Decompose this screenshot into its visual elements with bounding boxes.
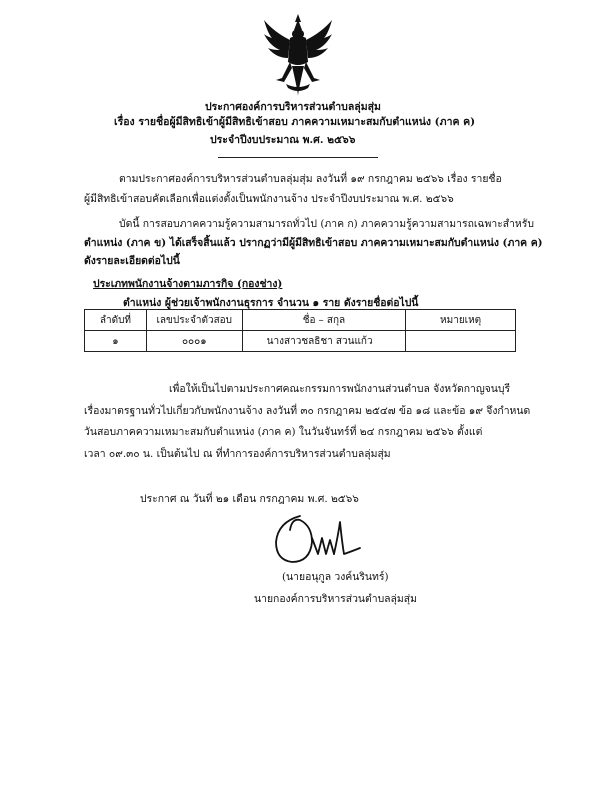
announcement-fiscal-year: ประจำปีงบประมาณ พ.ศ. ๒๕๖๖ [210, 134, 356, 146]
closing-line-1: เพื่อให้เป็นไปตามประกาศคณะกรรมการพนักงานส่วนตำบล จังหวัดกาญจนบุรี [169, 383, 511, 395]
body-line-1: ตามประกาศองค์การบริหารส่วนตำบลลุ่มสุ่ม ลงวันที่ ๑๙ กรกฎาคม ๒๕๖๖ เรื่อง รายชื่อ [119, 173, 502, 185]
closing-line-4: เวลา ๐๙.๓๐ น. เป็นต้นไป ณ ที่ทำการองค์การบริหารส่วนตำบลลุ่มสุ่ม [84, 448, 391, 460]
body-line-5: ดังรายละเอียดต่อไปนี้ [84, 255, 180, 267]
cell-name: นางสาวชลธิชา สวนแก้ว [242, 331, 406, 352]
candidate-table [84, 309, 516, 352]
closing-line-3: วันสอบภาคความเหมาะสมกับตำแหน่ง (ภาค ค) ในวันจันทร์ที่ ๒๔ กรกฎาคม ๒๕๖๖ ตั้งแต่ [84, 426, 483, 438]
signatory-name: (นายอนุกูล วงค์นรินทร์) [282, 571, 389, 583]
cell-exam-id: ๐๐๐๑ [146, 331, 242, 352]
body-line-3: บัดนี้ การสอบภาคความรู้ความสามารถทั่วไป (ภาค ก) ภาคความรู้ความสามารถเฉพาะสำหรับ [119, 218, 534, 230]
employee-type-heading: ประเภทพนักงานจ้างตามภารกิจ (กองช่าง) [93, 278, 283, 290]
table-row [85, 331, 516, 352]
position-line: ตำแหน่ง ผู้ช่วยเจ้าพนักงานธุรการ จำนวน ๑ ราย ดังรายชื่อต่อไปนี้ [123, 297, 419, 309]
announce-date: ประกาศ ณ วันที่ ๒๑ เดือน กรกฎาคม พ.ศ. ๒๕๖๖ [140, 493, 359, 505]
garuda-emblem-icon [262, 12, 334, 98]
announcement-subject: เรื่อง รายชื่อผู้มีสิทธิเข้าผู้มีสิทธิเข้าสอบ ภาคความเหมาะสมกับตำแหน่ง (ภาค ค) [114, 116, 476, 128]
signature-icon [270, 508, 370, 570]
table-header-row [85, 310, 516, 331]
col-header-order: ลำดับที่ [85, 310, 147, 331]
closing-line-2: เรื่องมาตรฐานทั่วไปเกี่ยวกับพนักงานจ้าง ลงวันที่ ๓๐ กรกฎาคม ๒๕๔๗ ข้อ ๑๘ และข้อ ๑๙ จึงกำหนด [84, 405, 531, 417]
cell-note [406, 331, 516, 352]
announcement-organization: ประกาศองค์การบริหารส่วนตำบลลุ่มสุ่ม [205, 101, 381, 113]
signatory-title: นายกองค์การบริหารส่วนตำบลลุ่มสุ่ม [254, 593, 417, 605]
col-header-note: หมายเหตุ [406, 310, 516, 331]
col-header-name: ชื่อ – สกุล [242, 310, 406, 331]
body-line-2: ผู้มีสิทธิเข้าสอบคัดเลือกเพื่อแต่งตั้งเป็นพนักงานจ้าง ประจำปีงบประมาณ พ.ศ. ๒๕๖๖ [84, 193, 454, 205]
col-header-exam-id: เลขประจำตัวสอบ [146, 310, 242, 331]
cell-order: ๑ [85, 331, 147, 352]
header-divider [218, 157, 378, 158]
body-line-4: ตำแหน่ง (ภาค ข) ได้เสร็จสิ้นแล้ว ปรากฏว่ามีผู้มีสิทธิเข้าสอบ ภาคความเหมาะสมกับตำแหน่ง (ภาค ค) [84, 237, 543, 249]
